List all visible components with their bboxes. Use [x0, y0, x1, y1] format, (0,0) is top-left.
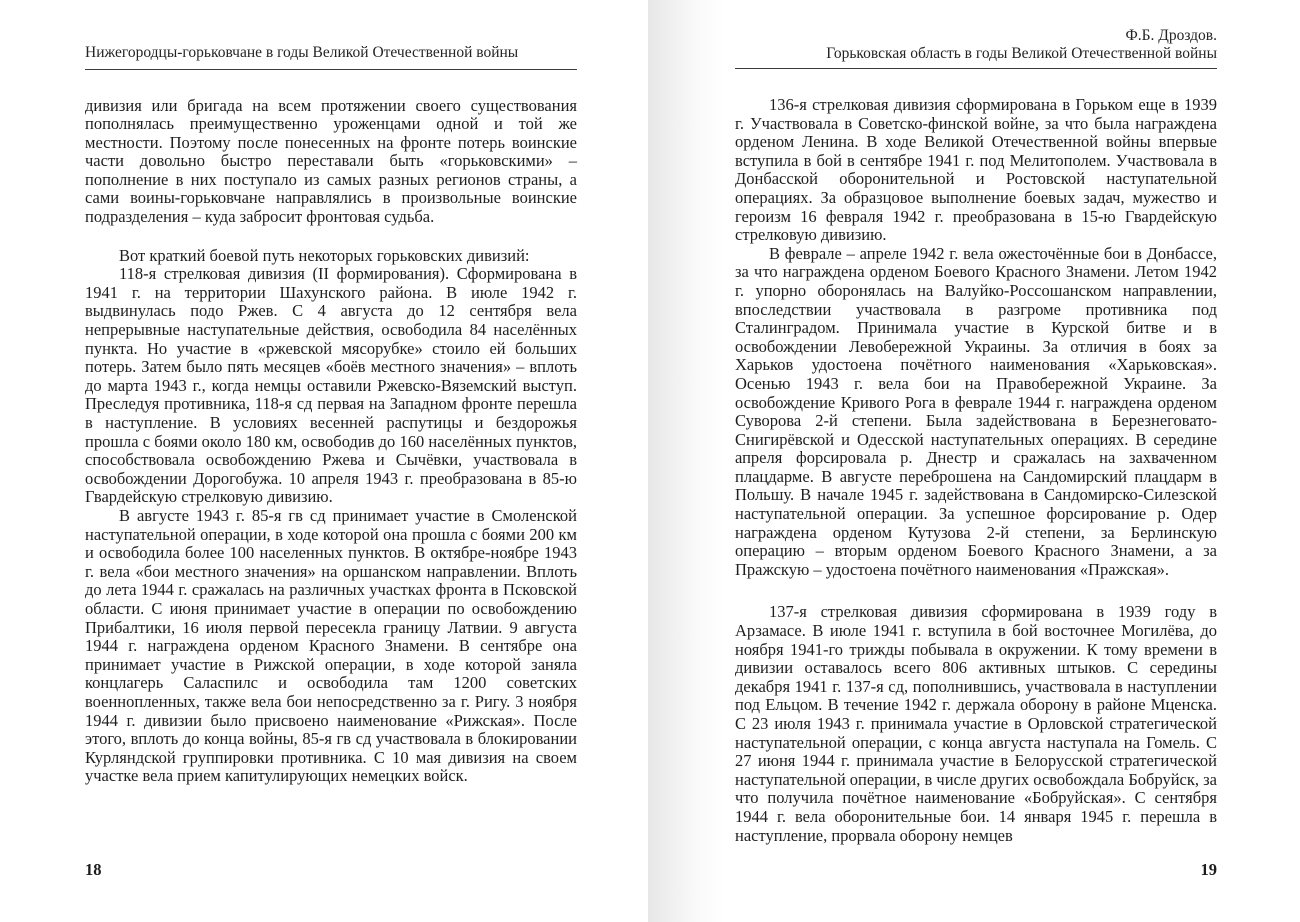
paragraph-division-85gv: В августе 1943 г. 85-я гв сд принимает участие в Смоленской наступательной операции, в ходе которой она прошла с боями 200 км и освободила более 100 населенных пунктов. В октябре-ноябре 1943 г. вела «бои местного значения» на оршанском направлении. Вплоть до лета 1944 г. сражалась на различных участках фронта в Псковской области. С июня принимает участие в операции по освобождению Прибалтики, 16 июля первой пересекла границу Латвии. 9 августа 1944 г. награждена орденом Красного Знамени. В сентябре она принимает участие в Рижской операции, в ходе которой заняла концлагерь Саласпилс и освободила там 1200 советских военнопленных, также вела бои непосредственно за г. Ригу. 3 ноября 1944 г. дивизии было присвоено наименование «Рижская». После этого, вплоть до конца войны, 85-я гв сд участвовала в блокировании Курляндской группировки противника. С 10 мая дивизия на своем участке вела прием капитулирующих немецких войск.: [85, 505, 577, 786]
page-right: [735, 0, 1217, 922]
right-page-body: [735, 96, 1217, 845]
page-number-right: 19: [1200, 860, 1217, 879]
left-page-body: [85, 97, 577, 786]
right-header-author: Ф.Б. Дроздов.: [1125, 27, 1217, 44]
page-left: [85, 0, 577, 922]
right-header-title: Горьковская область в годы Великой Отечественной войны: [826, 44, 1217, 62]
page-gutter-shadow: [648, 0, 724, 922]
page-number-left: 18: [85, 860, 102, 879]
left-header-text: Нижегородцы-горьковчане в годы Великой Отечественной войны: [85, 44, 519, 61]
right-running-header: [735, 27, 1217, 69]
paragraph-division-137: 137-я стрелковая дивизия сформирована в 1939 году в Арзамасе. В июле 1941 г. вступила в бой восточнее Могилёва, до ноября 1941-го трижды побывала в окружении. К тому времени в дивизии оставалось всего 806 активных штыков. С середины декабря 1941 г. 137-я сд, пополнившись, участвовала в наступлении под Ельцом. В течение 1942 г. держала оборону в районе Мценска. С 23 июля 1943 г. принимала участие в Орловской стратегической наступательной операции, с конца августа наступала на Гомель. С 27 июня 1944 г. принимала участие в Белорусской стратегической наступательной операции, в числе других освобождала Бобруйск, за что получила почётное наименование «Бобруйская». С сентября 1944 г. вела оборонительные бои. 14 января 1945 г. перешла в наступление, прорвала оборону немцев: [735, 602, 1217, 845]
paragraph-division-136-continued: В феврале – апреле 1942 г. вела ожесточённые бои в Донбассе, за что награждена орденом Боевого Красного Знамени. Летом 1942 г. упорно оборонялась на Валуйко-Россошанском направлении, впоследствии участвовала в разгроме противника под Сталинградом. Принимала участие в Курской битве и в освобождении Левобережной Украины. За отличия в боях за Харьков удостоена почётного наименования «Харьковская». Осенью 1943 г. вела бои на Правобережной Украине. За освобождение Кривого Рога в феврале 1944 г. награждена орденом Суворова 2-й степени. Была задействована в Березнеговато-Снигирёвской и Одесской наступательных операциях. В середине апреля форсировала р. Днестр и сражалась на захваченном плацдарме. В августе переброшена на Сандомирский плацдарм в Польшу. В начале 1945 г. задействована в Сандомирско-Силезской наступательной операции. За успешное форсирование р. Одер награждена орденом Кутузова 2-й степени, за Берлинскую операцию – вторым орденом Боевого Красного Знамени, а за Пражскую – удостоена почётного наименования «Пражская».: [735, 243, 1217, 579]
paragraph-continuation: дивизия или бригада на всем протяжении своего существования пополнялась преимущественно уроженцами одной и той же местности. Поэтому после понесенных на фронте потерь воинские части довольно быстро переставали быть «горьковскими» – пополнение в них поступало из самых разных регионов страны, а сами воины-горьковчане направлялись в произвольные воинские подразделения – куда забросит фронтовая судьба.: [85, 95, 577, 227]
paragraph-division-118: 118-я стрелковая дивизия (II формирования). Сформирована в 1941 г. на территории Шахунского района. В июле 1942 г. выдвинулась подо Ржев. С 4 августа до 12 сентября вела непрерывные наступательные действия, освободила 84 населённых пункта. Но участие в «ржевской мясорубке» стоило ей больших потерь. Затем было пять месяцев «боёв местного значения» – вплоть до марта 1943 г., когда немцы оставили Ржевско-Вяземский выступ. Преследуя противника, 118-я сд первая на Западном фронте перешла в наступление. В условиях весенней распутицы и бездорожья прошла с боями около 180 км, освободив до 160 населённых пунктов, способствовала освобождению Ржева и Сычёвки, участвовала в освобождении Дорогобужа. 10 апреля 1943 г. преобразована в 85-ю Гвардейскую стрелковую дивизию.: [85, 264, 577, 507]
left-running-header: [85, 44, 577, 70]
paragraph-division-136: 136-я стрелковая дивизия сформирована в Горьком еще в 1939 г. Участвовала в Советско-финской войне, за что была награждена орденом Ленина. В ходе Великой Отечественной войны впервые вступила в бой в сентябре 1941 г. под Мелитополем. Участвовала в Донбасской оборонительной и Ростовской наступательной операциях. За образцовое выполнение боевых задач, мужество и героизм 16 февраля 1942 г. преобразована в 15-ю Гвардейскую стрелковую дивизию.: [735, 95, 1217, 245]
paragraph-intro: Вот краткий боевой путь некоторых горьковских дивизий:: [119, 245, 530, 265]
